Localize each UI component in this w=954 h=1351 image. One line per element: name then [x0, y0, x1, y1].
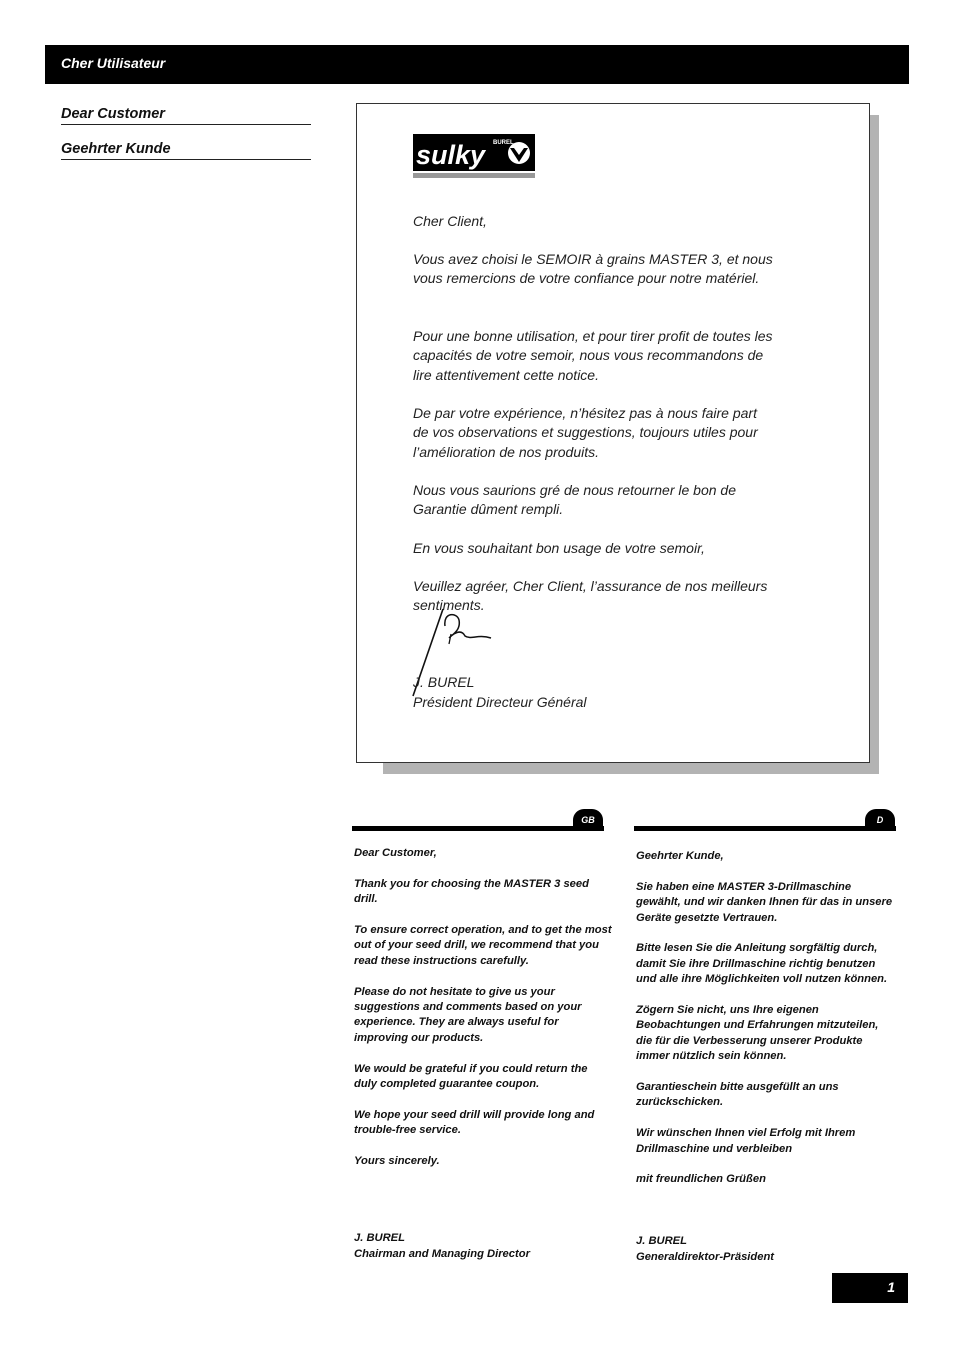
letter-paragraph-2: Pour une bonne utilisation, et pour tirer profit de toutes les capacités de votre semoir, nous vous recommandons de lire attentivement cette notice. — [413, 328, 773, 383]
de-language-badge: D — [865, 809, 895, 831]
letter-greeting: Cher Client, — [413, 213, 487, 229]
gb-paragraph-3: Please do not hesitate to give us your suggestions and comments based on your experience. They are always useful for improving our products. — [354, 985, 582, 1044]
page-title: Cher Utilisateur — [61, 55, 166, 71]
letter-paragraph-3: De par votre expérience, n’hésitez pas à nous faire part de vos observations et suggestions, toujours utiles pour l’amélioration de nos produits. — [413, 405, 758, 460]
nav-link-geehrter-kunde[interactable]: Geehrter Kunde — [61, 141, 311, 160]
letter-paragraph-6: Veuillez agréer, Cher Client, l’assurance de nos meilleurs sentiments. — [413, 578, 768, 614]
sulky-logo — [413, 134, 535, 180]
gb-paragraph-1: Thank you for choosing the MASTER 3 seed drill. — [354, 877, 589, 906]
header-bar — [45, 45, 909, 84]
gb-paragraph-6: Yours sincerely. — [354, 1155, 440, 1168]
de-signer-name: J. BUREL — [636, 1235, 687, 1247]
de-paragraph-6: mit freundlichen Grüßen — [636, 1173, 766, 1186]
letter-paragraph-1: Vous avez choisi le SEMOIR à grains MASTER 3, et nous vous remercions de votre confiance pour notre matériel. — [413, 251, 773, 287]
nav-link-dear-customer[interactable]: Dear Customer — [61, 106, 311, 125]
letter-card — [356, 103, 870, 763]
de-paragraph-5: Wir wünschen Ihnen viel Erfolg mit Ihrem Drillmaschine und verbleiben — [636, 1127, 856, 1155]
letter-signer-role: Président Directeur Général — [413, 694, 587, 710]
page-number-box — [832, 1273, 908, 1303]
page-number: 1 — [887, 1279, 895, 1295]
letter-paragraph-5: En vous souhaitant bon usage de votre semoir, — [413, 540, 705, 556]
de-greeting: Geehrter Kunde, — [636, 850, 724, 862]
gb-paragraph-5: We hope your seed drill will provide long and trouble-free service. — [354, 1108, 595, 1137]
de-paragraph-1: Sie haben eine MASTER 3-Drillmaschine gewählt, und wir danken Ihnen für das in unsere Geräte gesetzte Vertrauen. — [636, 880, 893, 924]
gb-paragraph-4: We would be grateful if you could return the duly completed guarantee coupon. — [354, 1062, 588, 1091]
letter-paragraph-4: Nous vous saurions gré de nous retourner le bon de Garantie dûment rempli. — [413, 482, 736, 518]
de-signer-role: Generaldirektor-Präsident — [636, 1251, 775, 1263]
gb-signer-name: J. BUREL — [354, 1232, 405, 1244]
gb-text-column — [354, 846, 612, 1185]
gb-paragraph-2: To ensure correct operation, and to get the most out of your seed drill, we recommend that you read these instructions carefully. — [354, 924, 612, 967]
logo-wordmark: sulky — [416, 140, 486, 170]
de-paragraph-4: Garantieschein bitte ausgefüllt an uns zurückschicken. — [636, 1081, 839, 1109]
gb-signer-role: Chairman and Managing Director — [354, 1248, 530, 1260]
gb-language-badge: GB — [573, 809, 603, 831]
gb-section-rule — [352, 826, 604, 831]
de-text-column — [636, 849, 894, 1203]
gb-greeting: Dear Customer, — [354, 847, 437, 859]
de-paragraph-3: Zögern Sie nicht, uns Ihre eigenen Beobachtungen und Erfahrungen mitzuteilen, die für die Verbesserung unserer Produkte immer nützlich sein können. — [636, 1004, 879, 1063]
logo-subtext: BUREL — [493, 140, 514, 146]
de-section-rule — [634, 826, 896, 831]
letter-signer-name: J. BUREL — [413, 674, 475, 690]
de-paragraph-2: Bitte lesen Sie die Anleitung sorgfältig durch, damit Sie ihre Drillmaschine richtig benutzen und alle ihre Möglichkeiten voll nutzen können. — [636, 942, 888, 986]
